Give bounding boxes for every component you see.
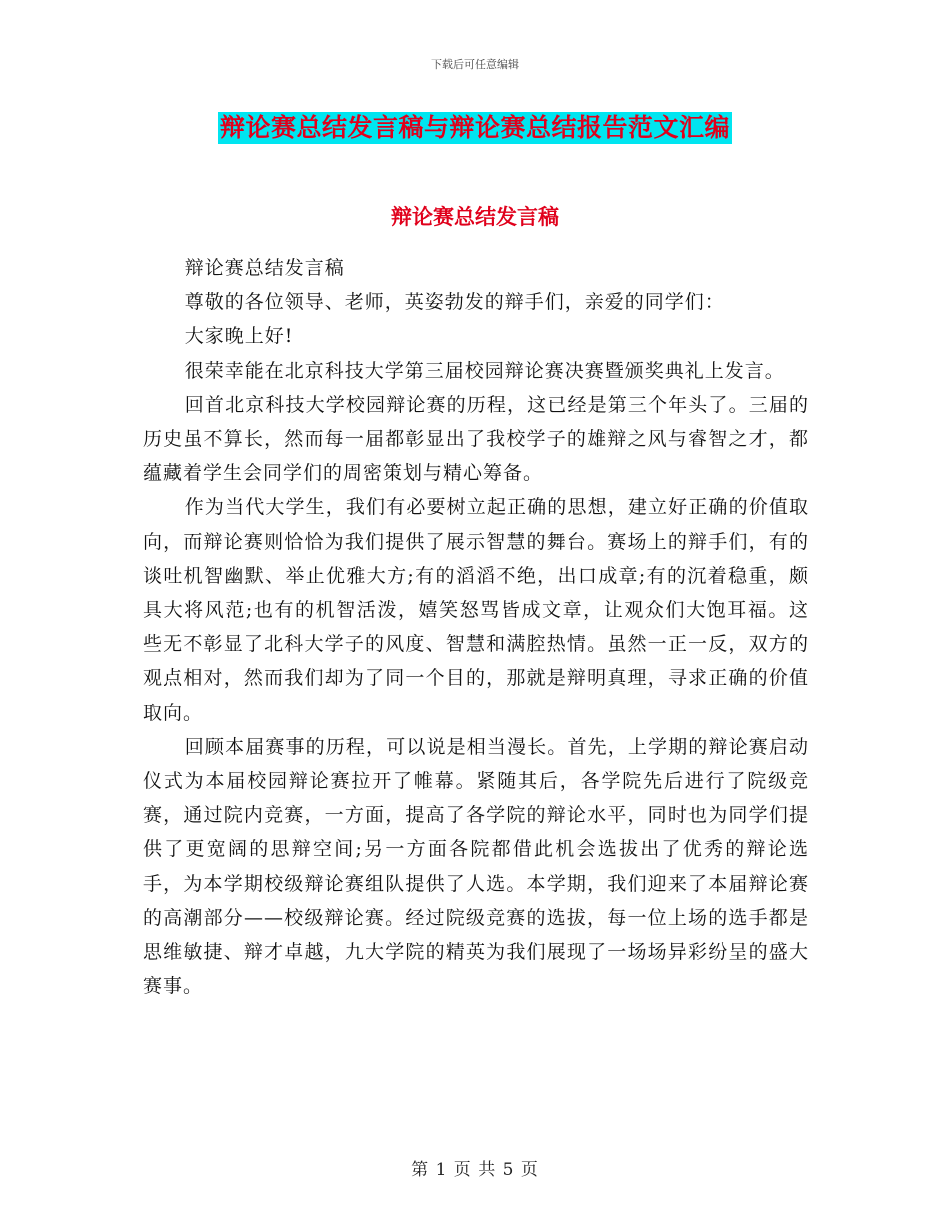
paragraph: 回首北京科技大学校园辩论赛的历程，这已经是第三个年头了。三届的历史虽不算长，然而每一届都彰显出了我校学子的雄辩之风与睿智之才，都蕴藏着学生会同学们的周密策划与精心筹备。 (143, 393, 809, 485)
page-header-note: 下载后可任意编辑 (431, 58, 519, 71)
document-body (143, 251, 809, 1003)
page-number-footer: 第 1 页 共 5 页 (411, 1160, 539, 1180)
paragraph: 辩论赛总结发言稿 (184, 257, 345, 279)
paragraph: 作为当代大学生，我们有必要树立起正确的思想，建立好正确的价值取向，而辩论赛则恰恰为我们提供了展示智慧的舞台。赛场上的辩手们，有的谈吐机智幽默、举止优雅大方;有的滔滔不绝，出口成章;有的沉着稳重，颇具大将风范;也有的机智活泼，嬉笑怒骂皆成文章，让观众们大饱耳福。这些无不彰显了北科大学子的风度、智慧和满腔热情。虽然一正一反，双方的观点相对，然而我们却为了同一个目的，那就是辩明真理，寻求正确的价值取向。 (143, 496, 809, 724)
paragraph: 尊敬的各位领导、老师，英姿勃发的辩手们，亲爱的同学们： (184, 291, 725, 314)
paragraph: 大家晚上好! (184, 325, 294, 348)
document-title: 辩论赛总结发言稿与辩论赛总结报告范文汇编 (219, 113, 730, 142)
paragraph: 回顾本届赛事的历程，可以说是相当漫长。首先，上学期的辩论赛启动仪式为本届校园辩论赛拉开了帷幕。紧随其后，各学院先后进行了院级竞赛，通过院内竞赛，一方面，提高了各学院的辩论水平，同时也为同学们提供了更宽阔的思辩空间;另一方面各院都借此机会选拔出了优秀的辩论选手，为本学期校级辩论赛组队提供了人选。本学期，我们迎来了本届辩论赛的高潮部分——校级辩论赛。经过院级竞赛的选拔，每一位上场的选手都是思维敏捷、辩才卓越，九大学院的精英为我们展现了一场场异彩纷呈的盛大赛事。 (143, 735, 809, 998)
section-title: 辩论赛总结发言稿 (391, 205, 559, 229)
document-title-container (0, 112, 950, 144)
paragraph: 很荣幸能在北京科技大学第三届校园辩论赛决赛暨颁奖典礼上发言。 (184, 359, 785, 382)
